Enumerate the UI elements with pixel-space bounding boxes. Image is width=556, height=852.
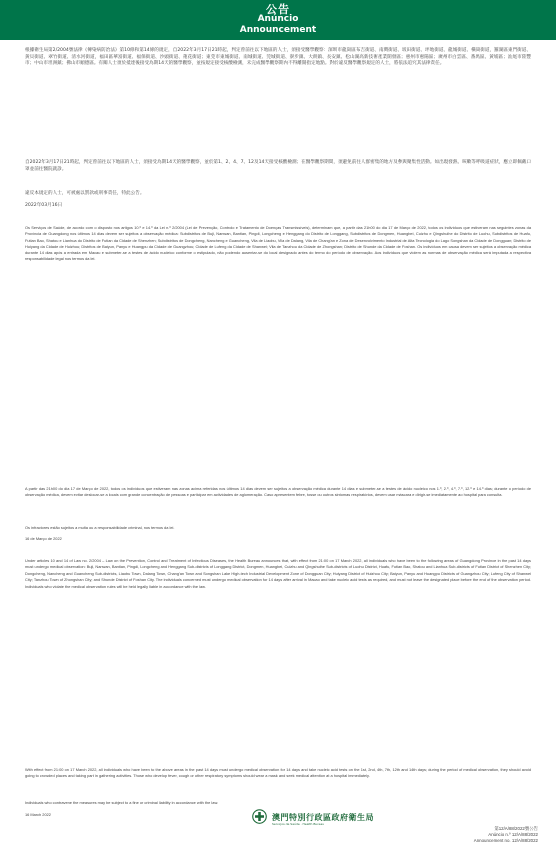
chinese-paragraph-1: 根據衛生局第2/2004號法律《傳染病防治法》第10條和第14條的規定，自2022年3月17日21時起，判定曾前往以下地區的人士，須接受醫學觀察：深圳市龍崗區布吉街道、南灣街道、坂田街道、坪地街道、龍城街道、橫崗街道，羅湖區東門街道、黃貝街道、翠竹街道、清水河街道，福田區華富街道、福保街道、沙頭街道、蓮花街道；東莞市東城街道、南城街道、莞城街道、寮步鎮、大朗鎮、長安鎮、松山湖高新技術產業開發區；惠州市惠陽區；廣州市白雲區、番禺區、黃埔區；汕尾市陸豐市；中山市坦洲鎮；佛山市順德區。有關人士須於抵達後接受為期14天的醫學觀察，並按規定接受核酸檢測，未完成醫學觀察期內不得離開指定地點。對於違反醫學觀察規定的人士，將依法追究其法律責任。 bbox=[25, 48, 531, 67]
chinese-paragraph-2: 自2022年3月17日21時起，判定曾前往以下地區的人士，須接受為期14天的醫學觀察，並於第1、2、4、7、12及14天接受核酸檢測；在醫學觀察期間，須避免前往人群密集的地方及參與聚集性活動。如出現發熱、咳嗽等呼吸道症狀，應立即佩戴口罩並前往醫院就診。 bbox=[25, 160, 531, 172]
chinese-date: 2022年03月16日 bbox=[25, 203, 63, 208]
chinese-paragraph-3: 違反本規定的人士，可被處以罰款或刑事責任，特此公告。 bbox=[25, 191, 145, 196]
reference-number-pt: Anúncio n.º 12/A/88/2022 bbox=[488, 832, 538, 838]
organization-name: 澳門特別行政區政府衛生局 bbox=[272, 813, 374, 822]
announcement-header bbox=[0, 0, 556, 40]
header-title-en: Announcement bbox=[239, 25, 317, 35]
reference-number-cn: 第12/A/88/2022號公告 bbox=[494, 826, 538, 831]
portuguese-paragraph-3: Os infractores estão sujeitos a multa ou a responsabilidade criminal, nos termos da lei. bbox=[25, 525, 175, 530]
header-title-cn: 公告 bbox=[266, 3, 290, 16]
header-title-pt: Anúncio bbox=[257, 14, 299, 24]
reference-number-en: Announcement no. 12/A/88/2022 bbox=[473, 838, 538, 844]
organization-subtitle: Serviços de Saúde · Health Bureau bbox=[272, 822, 325, 826]
health-bureau-logo-icon bbox=[252, 809, 267, 824]
english-paragraph-1: Under articles 10 and 14 of Law no. 2/2004 – Law on the Prevention, Control and Treatment of Infectious Diseases, the Health Bureau announces that, with effect from 21:00 on 17 March 2022, all individuals who have been to the following areas of Guangdong Province in the past 14 days must undergo medical observation: Buji, Nanwan, Bantian, Pingdi, Longcheng and Henggang Sub-districts of Longgang District, Dongmen, Huangbei, Cuizhu and Qingshuihe Sub-districts of Luohu District, Huafu, Futian Bao, Shatou and Lianhua Sub-districts of Futian District of Shenzhen City; Dongcheng, Nancheng and Guancheng Sub-districts, Liaobu Town, Dalang Town, Chang'an Town and Songshan Lake High-tech Industrial Development Zone of Dongguan City; Huiyang District of Huizhou City; Baiyun, Panyu and Huangpu Districts of Guangzhou City; Lufeng City of Shanwei City; Tanzhou Town of Zhongshan City; and Shunde District of Foshan City. The individuals concerned must undergo medical observation for 14 days after arrival in Macao and take nucleic acid tests as required, and must not leave the designated place before the end of the observation period. Individuals who violate the medical observation rules will be held legally liable in accordance with the law. bbox=[25, 558, 531, 589]
portuguese-paragraph-2: A partir das 21h00 do dia 17 de Março de 2022, todos os indivíduos que estiveram nas zonas acima referidas nos últimos 14 dias devem ser sujeitos a observação médica durante 14 dias e submeter-se a testes de ácido nucleico nos 1.º, 2.º, 4.º, 7.º, 12.º e 14.º dias; durante o período de observação médica, devem evitar deslocar-se a locais com grande concentração de pessoas e participar em actividades de aglomeração. Caso apresentem febre, tosse ou outros sintomas respiratórios, devem usar máscara e dirigir-se imediatamente ao hospital para consulta. bbox=[25, 486, 531, 498]
english-date: 16 March 2022 bbox=[25, 812, 51, 817]
english-paragraph-2: With effect from 21:00 on 17 March 2022, all individuals who have been to the above areas in the past 14 days must undergo medical observation for 14 days and take nucleic acid tests on the 1st, 2nd, 4th, 7th, 12th and 14th days; during the period of medical observation, they should avoid going to crowded places and taking part in gathering activities. Those who develop fever, cough or other respiratory symptoms should wear a mask and seek medical attention at a hospital immediately. bbox=[25, 767, 531, 779]
portuguese-paragraph-1: Os Serviços de Saúde, de acordo com o disposto nos artigos 10.º e 14.º da Lei n.º 2/2004 (Lei de Prevenção, Controlo e Tratamento de Doenças Transmissíveis), determinam que, a partir das 21h00 do dia 17 de Março de 2022, todos os indivíduos que estiveram nas seguintes zonas da Província de Guangdong nos últimos 14 dias devem ser sujeitos a observação médica: Subdistritos de Buji, Nanwan, Bantian, Pingdi, Longcheng e Henggang do Distrito de Longgang, Subdistritos de Dongmen, Huangbei, Cuizhu e Qingshuihe do Distrito de Luohu, Subdistritos de Huafu, Futian Bao, Shatou e Lianhua do Distrito de Futian da Cidade de Shenzhen; Subdistritos de Dongcheng, Nancheng e Guancheng, Vila de Liaobu, Vila de Dalang, Vila de Chang'an e Zona de Desenvolvimento Industrial de Alta Tecnologia do Lago Songshan da Cidade de Dongguan; Distrito de Huiyang da Cidade de Huizhou; Distritos de Baiyun, Panyu e Huangpu da Cidade de Guangzhou; Cidade de Lufeng da Cidade de Shanwei; Vila de Tanzhou da Cidade de Zhongshan; Distrito de Shunde da Cidade de Foshan. Os indivíduos em causa devem ser sujeitos a observação médica durante 14 dias após a entrada em Macau e submeter-se a testes de ácido nucleico conforme o estipulado, não podendo ausentar-se do local designado antes do termo do período de observação. Aos indivíduos que violem as normas de observação médica será imputada a respectiva responsabilidade legal nos termos da lei. bbox=[25, 225, 531, 262]
english-paragraph-3: Individuals who contravene the measures may be subject to a fine or criminal liability in accordance with the law. bbox=[25, 800, 219, 805]
announcement-reference-numbers bbox=[474, 826, 538, 845]
portuguese-date: 16 de Março de 2022 bbox=[25, 536, 62, 541]
